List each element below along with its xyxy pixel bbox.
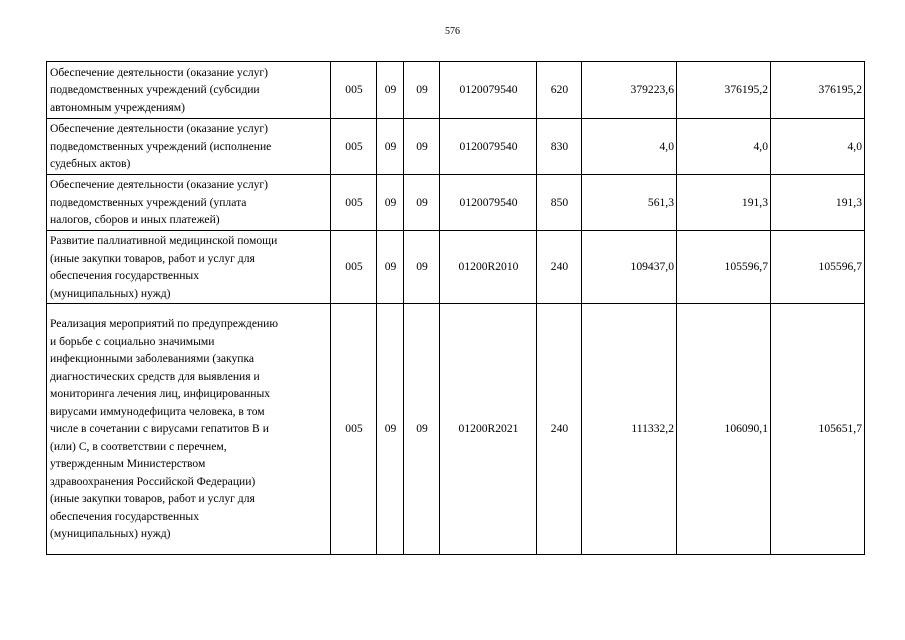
amount-cell-3: 4,0 [771, 119, 865, 175]
description-line: мониторинга лечения лиц, инфицированных [50, 387, 271, 401]
expense-type-cell: 850 [537, 175, 582, 231]
table-body [47, 62, 865, 555]
amount-cell-1: 379223,6 [582, 62, 677, 119]
table-row [47, 175, 865, 231]
description-line: (иные закупки товаров, работ и услуг для [50, 492, 255, 506]
expense-type-cell: 620 [537, 62, 582, 119]
subsection-cell: 09 [404, 175, 440, 231]
subsection-cell: 09 [404, 119, 440, 175]
amount-cell-1: 561,3 [582, 175, 677, 231]
description-line: подведомственных учреждений (исполнение [50, 139, 272, 153]
description-line: судебных актов) [50, 157, 131, 171]
amount-cell-2: 4,0 [677, 119, 771, 175]
expense-type-cell: 240 [537, 304, 582, 555]
target-article-cell: 0120079540 [440, 119, 537, 175]
description-line: Развитие паллиативной медицинской помощи [50, 234, 278, 247]
amount-cell-3: 105651,7 [771, 304, 865, 555]
description-line: (иные закупки товаров, работ и услуг для [50, 251, 255, 265]
description-line: числе в сочетании с вирусами гепатитов В и [50, 422, 269, 436]
section-cell: 09 [377, 231, 404, 304]
ministry-code-cell: 005 [331, 231, 377, 304]
description-line: здравоохранения Российской Федерации) [50, 474, 256, 488]
description-line: обеспечения государственных [50, 509, 200, 523]
amount-cell-3: 191,3 [771, 175, 865, 231]
target-article-cell: 0120079540 [440, 175, 537, 231]
description-line: (муниципальных) нужд) [50, 527, 171, 541]
description-line: (или) С, в соответствии с перечнем, [50, 439, 227, 453]
amount-cell-3: 105596,7 [771, 231, 865, 304]
table-row [47, 62, 865, 119]
ministry-code-cell: 005 [331, 304, 377, 555]
subsection-cell: 09 [404, 231, 440, 304]
description-line: подведомственных учреждений (субсидии [50, 83, 260, 97]
table-row [47, 304, 865, 555]
subsection-cell: 09 [404, 304, 440, 555]
description-line: диагностических средств для выявления и [50, 369, 260, 383]
ministry-code-cell: 005 [331, 175, 377, 231]
description-line: обеспечения государственных [50, 269, 200, 282]
page-number: 576 [445, 26, 460, 37]
description-line: и борьбе с социально значимыми [50, 334, 215, 348]
description-line: Обеспечение деятельности (оказание услуг) [50, 65, 269, 79]
expense-type-cell: 830 [537, 119, 582, 175]
description-cell [47, 175, 331, 231]
target-article-cell: 01200R2021 [440, 304, 537, 555]
section-cell: 09 [377, 62, 404, 119]
description-line: автономным учреждениям) [50, 100, 185, 114]
amount-cell-1: 4,0 [582, 119, 677, 175]
amount-cell-2: 106090,1 [677, 304, 771, 555]
amount-cell-3: 376195,2 [771, 62, 865, 119]
target-article-cell: 01200R2010 [440, 231, 537, 304]
description-cell [47, 231, 331, 304]
subsection-cell: 09 [404, 62, 440, 119]
description-line: утвержденным Министерством [50, 457, 206, 471]
description-cell [47, 62, 331, 119]
description-cell [47, 119, 331, 175]
description-line: Обеспечение деятельности (оказание услуг) [50, 178, 269, 192]
ministry-code-cell: 005 [331, 119, 377, 175]
description-line: налогов, сборов и иных платежей) [50, 213, 220, 227]
description-line: подведомственных учреждений (уплата [50, 195, 247, 209]
target-article-cell: 0120079540 [440, 62, 537, 119]
amount-cell-1: 109437,0 [582, 231, 677, 304]
description-line: вирусами иммунодефицита человека, в том [50, 404, 265, 418]
description-line: инфекционными заболеваниями (закупка [50, 352, 255, 366]
description-cell [47, 304, 331, 555]
budget-table [46, 61, 865, 555]
section-cell: 09 [377, 304, 404, 555]
expense-type-cell: 240 [537, 231, 582, 304]
amount-cell-2: 376195,2 [677, 62, 771, 119]
amount-cell-1: 111332,2 [582, 304, 677, 555]
table-row [47, 231, 865, 304]
description-line: Реализация мероприятий по предупреждению [50, 317, 279, 331]
ministry-code-cell: 005 [331, 62, 377, 119]
amount-cell-2: 105596,7 [677, 231, 771, 304]
description-line: (муниципальных) нужд) [50, 286, 171, 300]
table-row [47, 119, 865, 175]
amount-cell-2: 191,3 [677, 175, 771, 231]
description-line: Обеспечение деятельности (оказание услуг) [50, 122, 269, 136]
section-cell: 09 [377, 119, 404, 175]
section-cell: 09 [377, 175, 404, 231]
